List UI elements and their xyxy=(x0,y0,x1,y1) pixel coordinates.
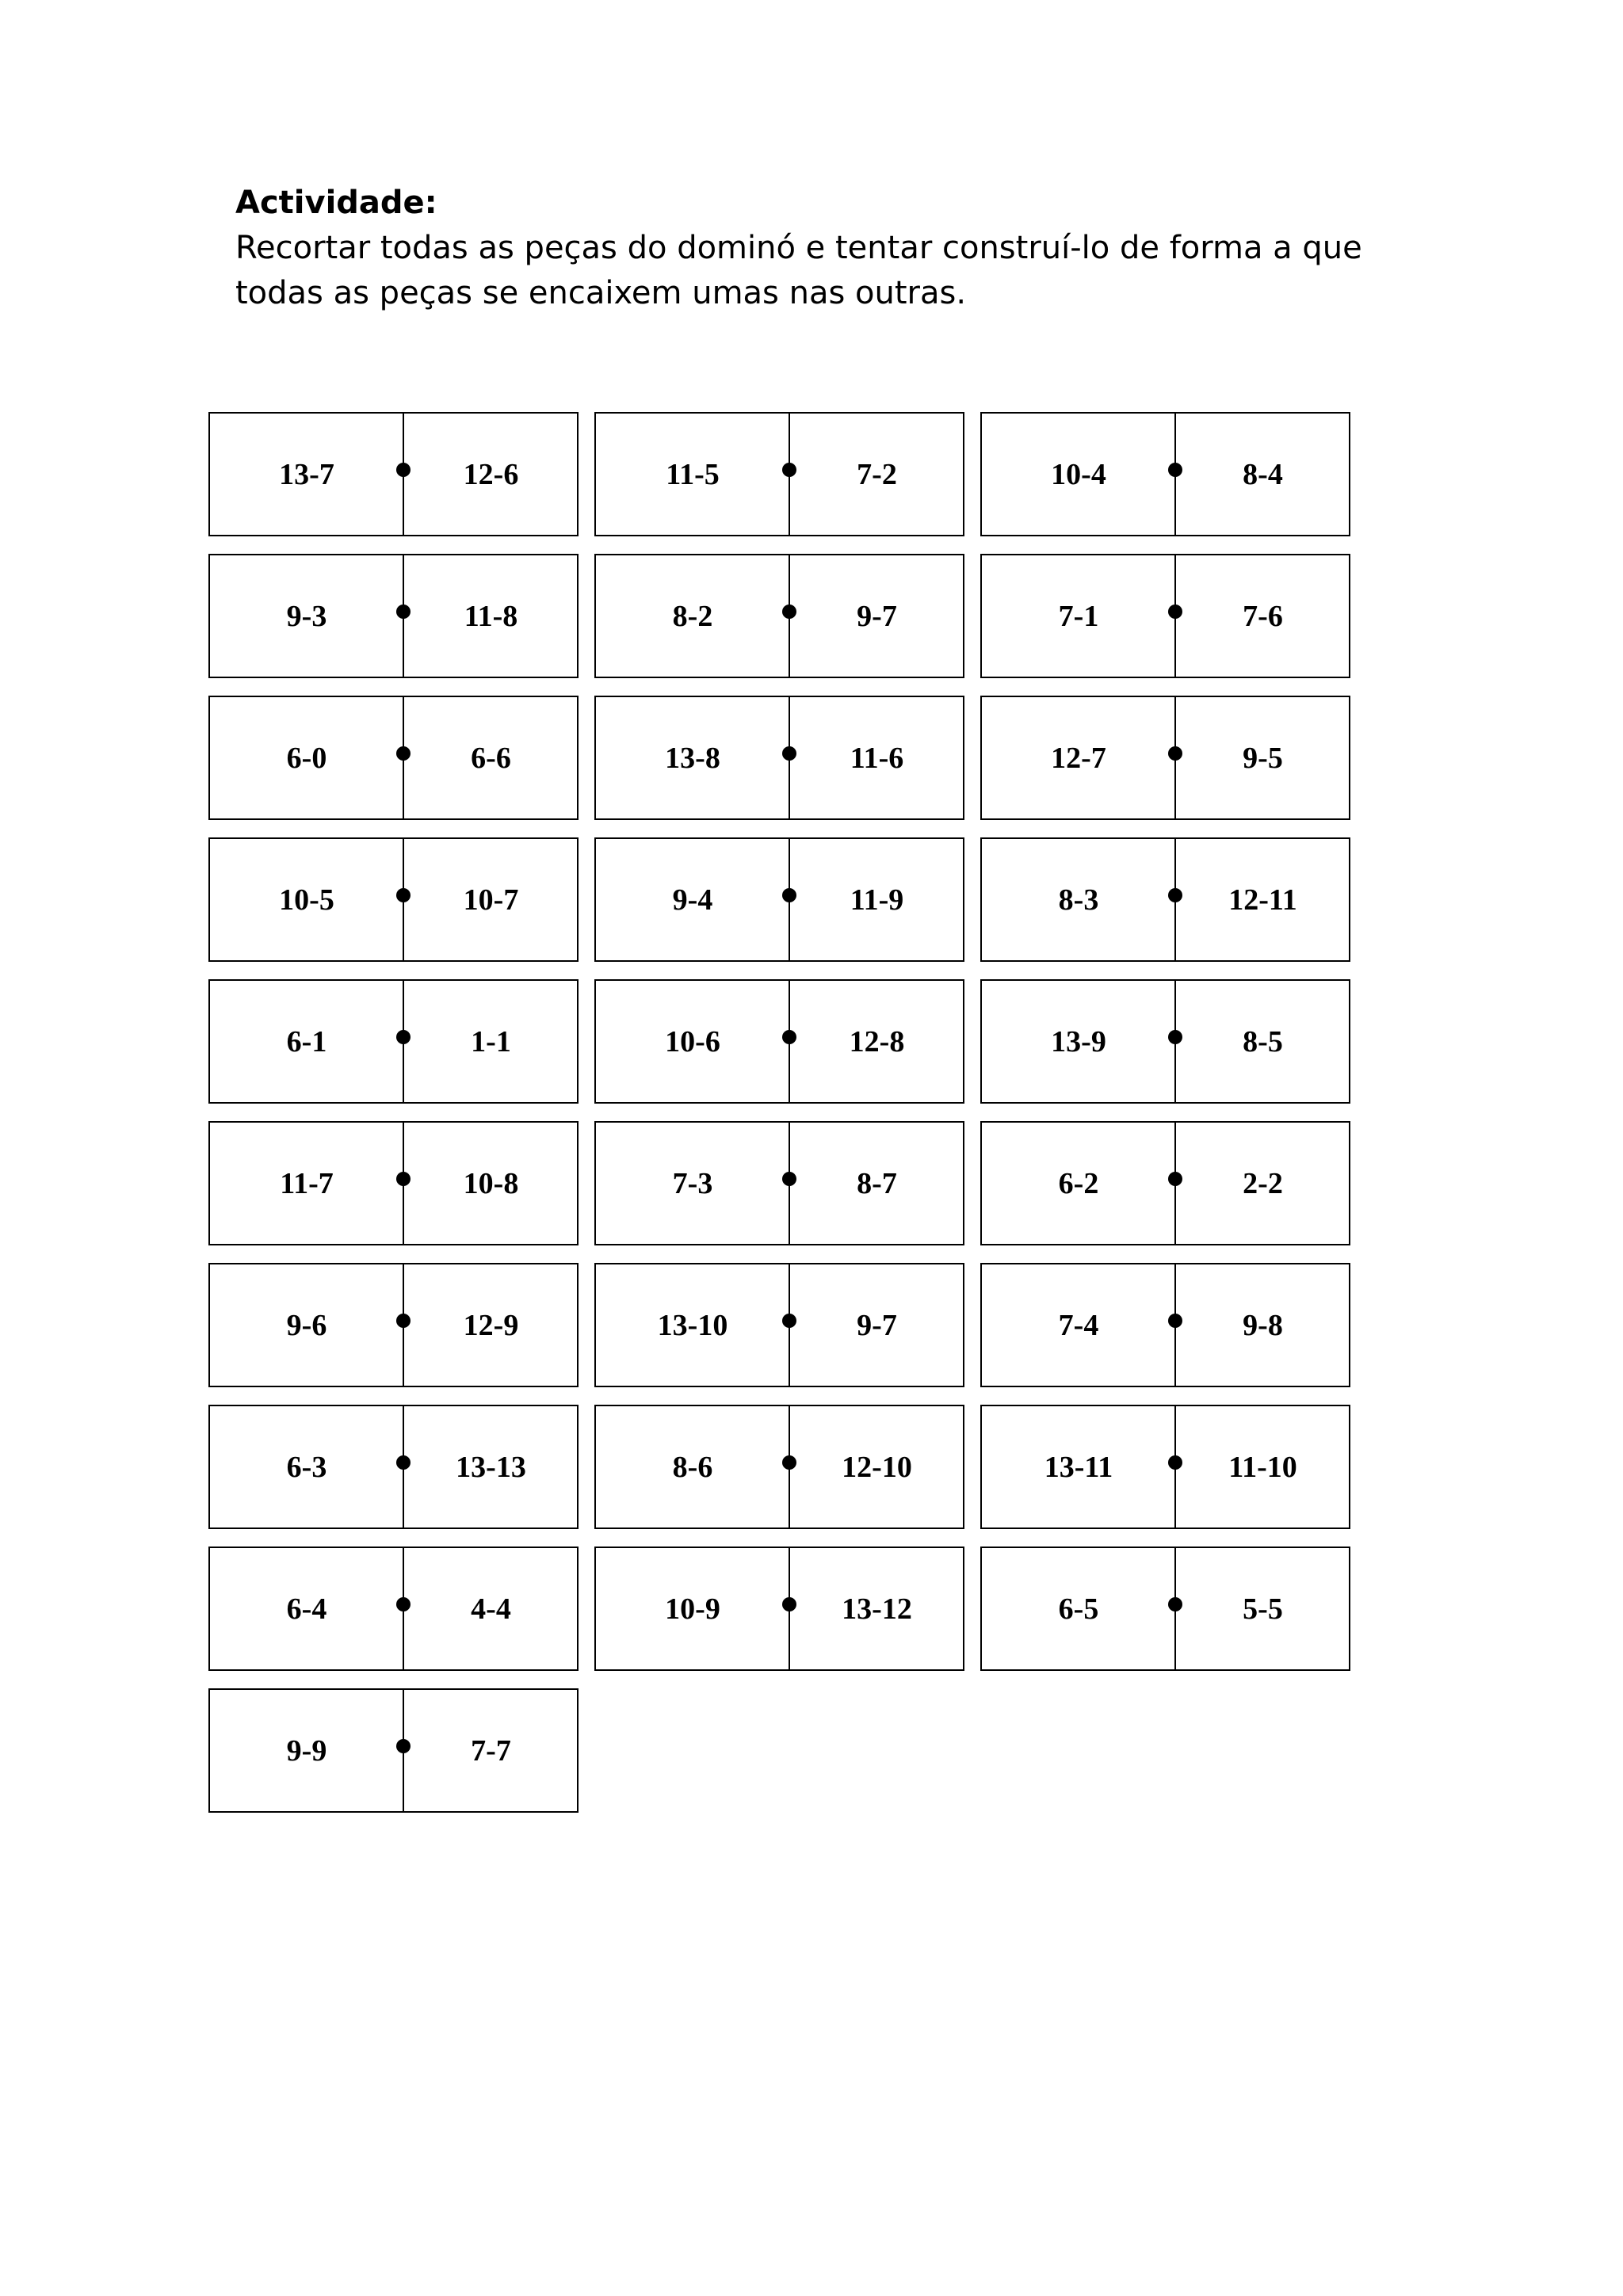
domino-piece xyxy=(980,412,1350,536)
domino-right-value: 7-2 xyxy=(857,457,897,491)
domino-right-value: 12-10 xyxy=(842,1450,912,1484)
domino-piece xyxy=(980,554,1350,678)
domino-left-value: 13-8 xyxy=(665,741,720,775)
domino-piece xyxy=(208,554,579,678)
domino-piece xyxy=(594,1547,964,1671)
domino-piece xyxy=(980,1263,1350,1387)
domino-left-value: 6-3 xyxy=(286,1450,327,1484)
domino-left-value: 10-4 xyxy=(1051,457,1106,491)
domino-left-value: 10-5 xyxy=(279,883,334,917)
domino-piece xyxy=(208,412,579,536)
domino-left-value: 7-1 xyxy=(1058,599,1099,633)
instructions xyxy=(235,181,1424,316)
domino-piece xyxy=(594,837,964,962)
domino-right-value: 11-10 xyxy=(1228,1450,1297,1484)
domino-piece xyxy=(208,979,579,1104)
domino-left-value: 7-3 xyxy=(672,1166,713,1200)
domino-piece xyxy=(594,696,964,820)
instruction-line-1: Recortar todas as peças do dominó e tentar construí-lo de forma a que xyxy=(235,230,1362,266)
domino-piece xyxy=(594,1263,964,1387)
domino-left-value: 6-5 xyxy=(1058,1592,1099,1626)
domino-left-value: 11-5 xyxy=(666,457,720,491)
domino-left-value: 7-4 xyxy=(1058,1308,1099,1342)
domino-right-value: 7-6 xyxy=(1243,599,1283,633)
domino-piece xyxy=(208,1263,579,1387)
domino-piece xyxy=(980,696,1350,820)
domino-left-value: 9-9 xyxy=(286,1733,327,1768)
domino-piece xyxy=(208,1121,579,1245)
domino-piece xyxy=(208,1688,579,1813)
domino-right-value: 7-7 xyxy=(471,1733,511,1768)
domino-left-value: 9-4 xyxy=(672,883,713,917)
domino-piece xyxy=(208,1405,579,1529)
domino-piece xyxy=(594,979,964,1104)
domino-right-value: 8-5 xyxy=(1243,1024,1283,1058)
domino-right-value: 6-6 xyxy=(471,741,511,775)
domino-left-value: 11-7 xyxy=(280,1166,334,1200)
domino-left-value: 9-6 xyxy=(286,1308,327,1342)
domino-right-value: 9-5 xyxy=(1243,741,1283,775)
domino-right-value: 12-9 xyxy=(463,1308,519,1342)
domino-left-value: 6-1 xyxy=(286,1024,327,1058)
domino-right-value: 13-12 xyxy=(842,1592,912,1626)
domino-left-value: 13-10 xyxy=(657,1308,728,1342)
domino-right-value: 9-7 xyxy=(857,599,897,633)
domino-left-value: 6-2 xyxy=(1058,1166,1099,1200)
domino-left-value: 9-3 xyxy=(286,599,327,633)
domino-right-value: 8-4 xyxy=(1243,457,1283,491)
domino-left-value: 13-7 xyxy=(279,457,334,491)
domino-left-value: 10-6 xyxy=(665,1024,720,1058)
domino-piece xyxy=(980,1405,1350,1529)
domino-right-value: 12-6 xyxy=(463,457,519,491)
domino-piece xyxy=(980,837,1350,962)
domino-left-value: 13-9 xyxy=(1051,1024,1106,1058)
domino-piece xyxy=(208,837,579,962)
domino-piece xyxy=(208,696,579,820)
domino-left-value: 8-6 xyxy=(672,1450,713,1484)
domino-left-value: 12-7 xyxy=(1051,741,1106,775)
domino-piece xyxy=(980,1547,1350,1671)
domino-piece xyxy=(980,979,1350,1104)
domino-left-value: 8-2 xyxy=(672,599,713,633)
domino-right-value: 9-8 xyxy=(1243,1308,1283,1342)
domino-right-value: 9-7 xyxy=(857,1308,897,1342)
domino-left-value: 6-0 xyxy=(286,741,327,775)
domino-right-value: 2-2 xyxy=(1243,1166,1283,1200)
domino-right-value: 10-8 xyxy=(463,1166,519,1200)
domino-piece xyxy=(594,1405,964,1529)
domino-right-value: 12-8 xyxy=(849,1024,905,1058)
domino-right-value: 10-7 xyxy=(463,883,519,917)
domino-right-value: 11-6 xyxy=(850,741,904,775)
domino-right-value: 13-13 xyxy=(456,1450,526,1484)
domino-right-value: 5-5 xyxy=(1243,1592,1283,1626)
domino-right-value: 8-7 xyxy=(857,1166,897,1200)
domino-piece xyxy=(594,412,964,536)
instruction-line-2: todas as peças se encaixem umas nas outras. xyxy=(235,275,967,311)
domino-left-value: 13-11 xyxy=(1044,1450,1113,1484)
domino-piece xyxy=(980,1121,1350,1245)
domino-piece xyxy=(594,554,964,678)
domino-right-value: 4-4 xyxy=(471,1592,511,1626)
domino-left-value: 8-3 xyxy=(1058,883,1099,917)
domino-piece xyxy=(208,1547,579,1671)
domino-right-value: 11-9 xyxy=(850,883,904,917)
domino-right-value: 12-11 xyxy=(1228,883,1297,917)
domino-left-value: 10-9 xyxy=(665,1592,720,1626)
domino-left-value: 6-4 xyxy=(286,1592,327,1626)
domino-right-value: 11-8 xyxy=(464,599,518,633)
domino-right-value: 1-1 xyxy=(471,1024,511,1058)
domino-piece xyxy=(594,1121,964,1245)
activity-title: Actividade: xyxy=(235,185,437,221)
